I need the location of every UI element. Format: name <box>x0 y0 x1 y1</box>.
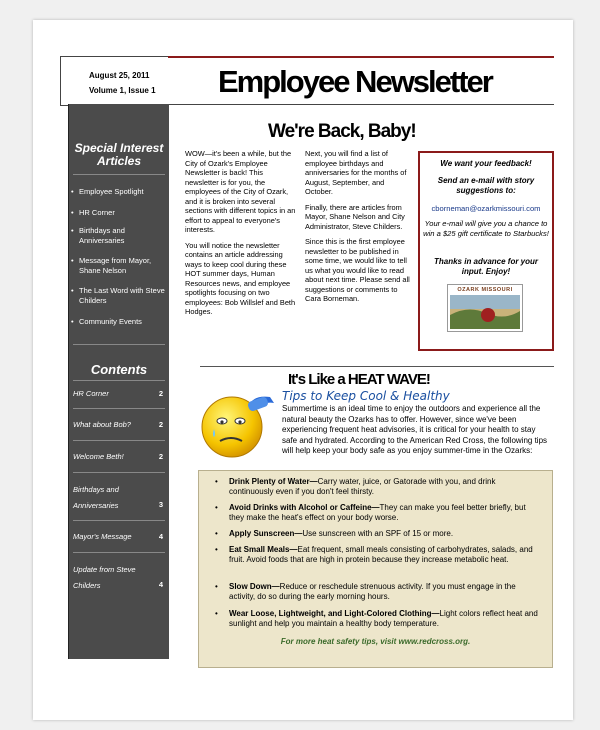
ozark-logo-image <box>448 285 522 331</box>
ozark-logo <box>447 284 523 332</box>
sidebar-divider <box>73 344 165 345</box>
contents-entry: Mayor's Message 4 <box>73 532 163 541</box>
feedback-heading: We want your feedback! <box>440 159 532 168</box>
sweating-face-icon <box>200 385 280 467</box>
contents-entry: Welcome Beth! 2 <box>73 452 163 461</box>
heatwave-subheading: Tips to Keep Cool & Healthy <box>282 389 450 403</box>
contents-entry: Birthdays and Anniversaries <box>73 485 119 510</box>
sidebar-divider <box>73 174 165 175</box>
article-heading: We're Back, Baby! <box>268 121 416 142</box>
special-item: • Employee Spotlight <box>71 187 144 196</box>
article-paragraph: Next, you will find a list of employee birthdays and anniversaries for the months of August, September, and October. <box>305 149 407 196</box>
heatwave-intro: Summertime is an ideal time to enjoy the outdoors and experience all the natural beauty the Ozarks has to offer. However, since we've been experiencing frequent heat advisories, it is critical for your health to stay safe and hydrated. According to the American Red Cross, the following tips will help keep your body safe as you enjoy summer-time in the Ozarks: <box>282 404 548 456</box>
article-column-2 <box>305 149 411 310</box>
heatwave-heading: It's Like a HEAT WAVE! <box>288 371 430 388</box>
special-item: • Community Events <box>71 317 142 326</box>
ozark-logo-text: OZARK MISSOURI <box>457 287 513 293</box>
sidebar-divider <box>73 440 165 441</box>
contents-heading: Contents <box>90 362 148 377</box>
tip-item: • Eat Small Meals—Eat frequent, small meals consisting of carbohydrates, salads, and fruit. Avoid foods that are high in protein because they increase metabolic heat. <box>215 545 533 565</box>
feedback-email-link[interactable]: cborneman@ozarkmissouri.com <box>431 204 541 213</box>
heat-tips-box <box>198 470 553 668</box>
sidebar-divider <box>73 472 165 473</box>
special-item: • The Last Word with Steve Childers <box>71 286 165 305</box>
sidebar-divider <box>73 380 165 381</box>
sidebar: Special Interest Articles • Employee Spotlight • HR Corner • Birthdays and Anniversaries • Message from Mayor, Shane Nelson • The Last Word with Steve Childers • Community Events Contents HR Corner 2 What about Bob? 2 Welcome Beth! 2 Birthdays and Anniversaries 3 Mayor's Message 4 Update from Steve Childers 4 <box>68 104 169 659</box>
sidebar-divider <box>73 408 165 409</box>
issue-volume: Volume 1, Issue 1 <box>89 86 156 95</box>
special-item: • HR Corner <box>71 208 115 217</box>
sidebar-divider <box>73 552 165 553</box>
article-paragraph: You will notice the newsletter contains an article addressing ways to keep cool during these HOT summer days, Human Resources news, and employee spotlights focusing on two employees: Bob Willslef and Beth Hodges. <box>185 240 296 316</box>
date-box <box>60 56 169 106</box>
tip-item: • Slow Down—Reduce or reschedule strenuous activity. If you must engage in the activity, do so during the early morning hours. <box>215 582 516 602</box>
issue-date: August 25, 2011 <box>89 71 150 80</box>
feedback-prize-text: Your e-mail will give you a chance to win a $25 gift certificate to Starbucks! <box>423 219 549 238</box>
newsletter-title: Employee Newsletter <box>218 64 492 99</box>
section-divider <box>200 366 554 367</box>
header-bottom-rule <box>168 104 554 105</box>
sidebar-divider <box>73 520 165 521</box>
contents-entry: HR Corner 2 <box>73 389 163 398</box>
tip-item: • Drink Plenty of Water—Carry water, juice, or Gatorade with you, and drink continuously even if you don't feel thirsty. <box>215 477 496 497</box>
article-paragraph: Finally, there are articles from Mayor, Shane Nelson and City Administrator, Steve Childers. <box>305 202 405 231</box>
tip-item: • Avoid Drinks with Alcohol or Caffeine—They can make you feel better briefly, but they make the heat's effect on your body worse. <box>215 503 526 523</box>
header-top-rule <box>168 56 554 58</box>
contents-entry: What about Bob? 2 <box>73 420 163 429</box>
redcross-link[interactable]: For more heat safety tips, visit www.redcross.org. <box>280 637 471 646</box>
article-paragraph: WOW—it's been a while, but the City of Ozark's Employee Newsletter is back! This newsletter is for you, the employees of the City of Ozark, and it is broken into several sections with different topics in an effort to appeal to everyone's interests. <box>185 149 296 234</box>
tip-item: • Apply Sunscreen—Use sunscreen with an SPF of 15 or more. <box>215 529 454 538</box>
feedback-thanks: Thanks in advance for your input. Enjoy! <box>433 257 539 276</box>
article-column-1 <box>185 149 297 323</box>
special-item: • Message from Mayor, Shane Nelson <box>71 256 152 275</box>
feedback-instructions: Send an e-mail with story suggestions to: <box>437 176 535 195</box>
special-item: • Birthdays and Anniversaries <box>71 226 125 245</box>
tip-item: • Wear Loose, Lightweight, and Light-Colored Clothing—Light colors reflect heat and sunlight and help you maintain a healthy body temperature. <box>215 609 538 629</box>
contents-entry: Update from Steve Childers <box>73 565 136 590</box>
article-paragraph: Since this is the first employee newsletter to be published in some time, we would like to tell us what you would like to read about next time. Please send all suggestions or comments to Cara Borneman. <box>305 237 410 303</box>
special-interest-heading: Special Interest Articles <box>74 141 164 168</box>
